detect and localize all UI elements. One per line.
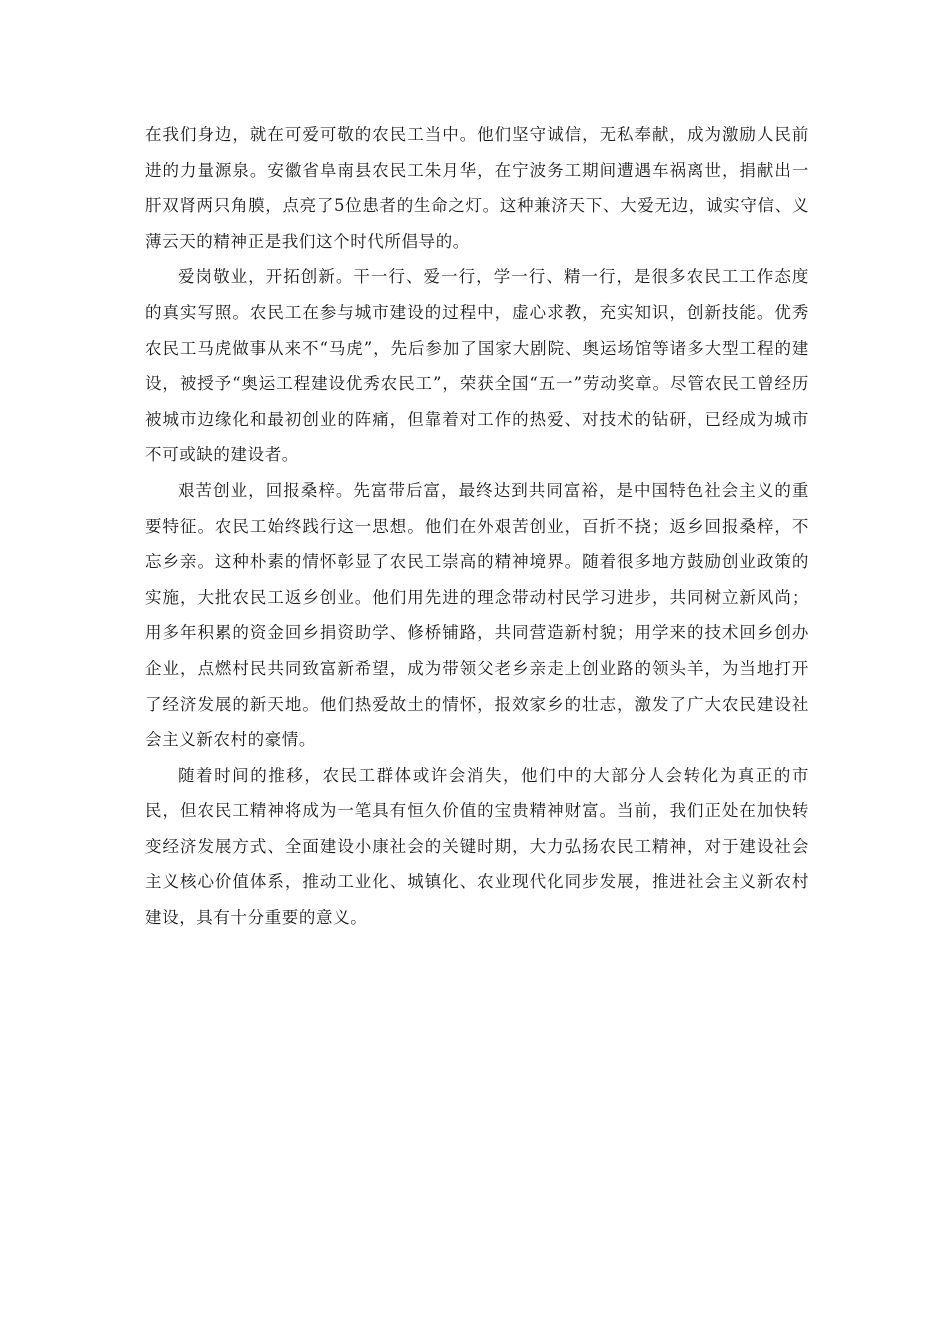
- paragraph-1: 在我们身边，就在可爱可敬的农民工当中。他们坚守诚信，无私奉献，成为激励人民前进的力量源泉。安徽省阜南县农民工朱月华，在宁波务工期间遭遇车祸离世，捐献出一肝双肾两只角膜，点亮了5位患者的生命之灯。这种兼济天下、大爱无边，诚实守信、义薄云天的精神正是我们这个时代所倡导的。: [145, 125, 809, 251]
- article-body: [145, 117, 809, 936]
- paragraph-2: 爱岗敬业，开拓创新。干一行、爱一行，学一行、精一行，是很多农民工工作态度的真实写照。农民工在参与城市建设的过程中，虚心求教，充实知识，创新技能。优秀农民工马虎做事从来不“马虎”，先后参加了国家大剧院、奥运场馆等诸多大型工程的建设，被授予“奥运工程建设优秀农民工”，荣获全国“五一”劳动奖章。尽管农民工曾经历被城市边缘化和最初创业的阵痛，但靠着对工作的热爱、对技术的钻研，已经成为城市不可或缺的建设者。: [145, 267, 809, 465]
- paragraph-4: 随着时间的推移，农民工群体或许会消失，他们中的大部分人会转化为真正的市民，但农民工精神将成为一笔具有恒久价值的宝贵精神财富。当前，我们正处在加快转变经济发展方式、全面建设小康社会的关键时期，大力弘扬农民工精神，对于建设社会主义核心价值体系，推动工业化、城镇化、农业现代化同步发展，推进社会主义新农村建设，具有十分重要的意义。: [145, 765, 809, 928]
- paragraph-3: 艰苦创业，回报桑梓。先富带后富，最终达到共同富裕，是中国特色社会主义的重要特征。农民工始终践行这一思想。他们在外艰苦创业，百折不挠；返乡回报桑梓，不忘乡亲。这种朴素的情怀彰显了农民工崇高的精神境界。随着很多地方鼓励创业政策的实施，大批农民工返乡创业。他们用先进的理念带动村民学习进步，共同树立新风尚；用多年积累的资金回乡捐资助学、修桥铺路，共同营造新村貌；用学来的技术回乡创办企业，点燃村民共同致富新希望，成为带领父老乡亲走上创业路的领头羊，为当地打开了经济发展的新天地。他们热爱故土的情怀，报效家乡的壮志，激发了广大农民建设社会主义新农村的豪情。: [145, 480, 809, 750]
